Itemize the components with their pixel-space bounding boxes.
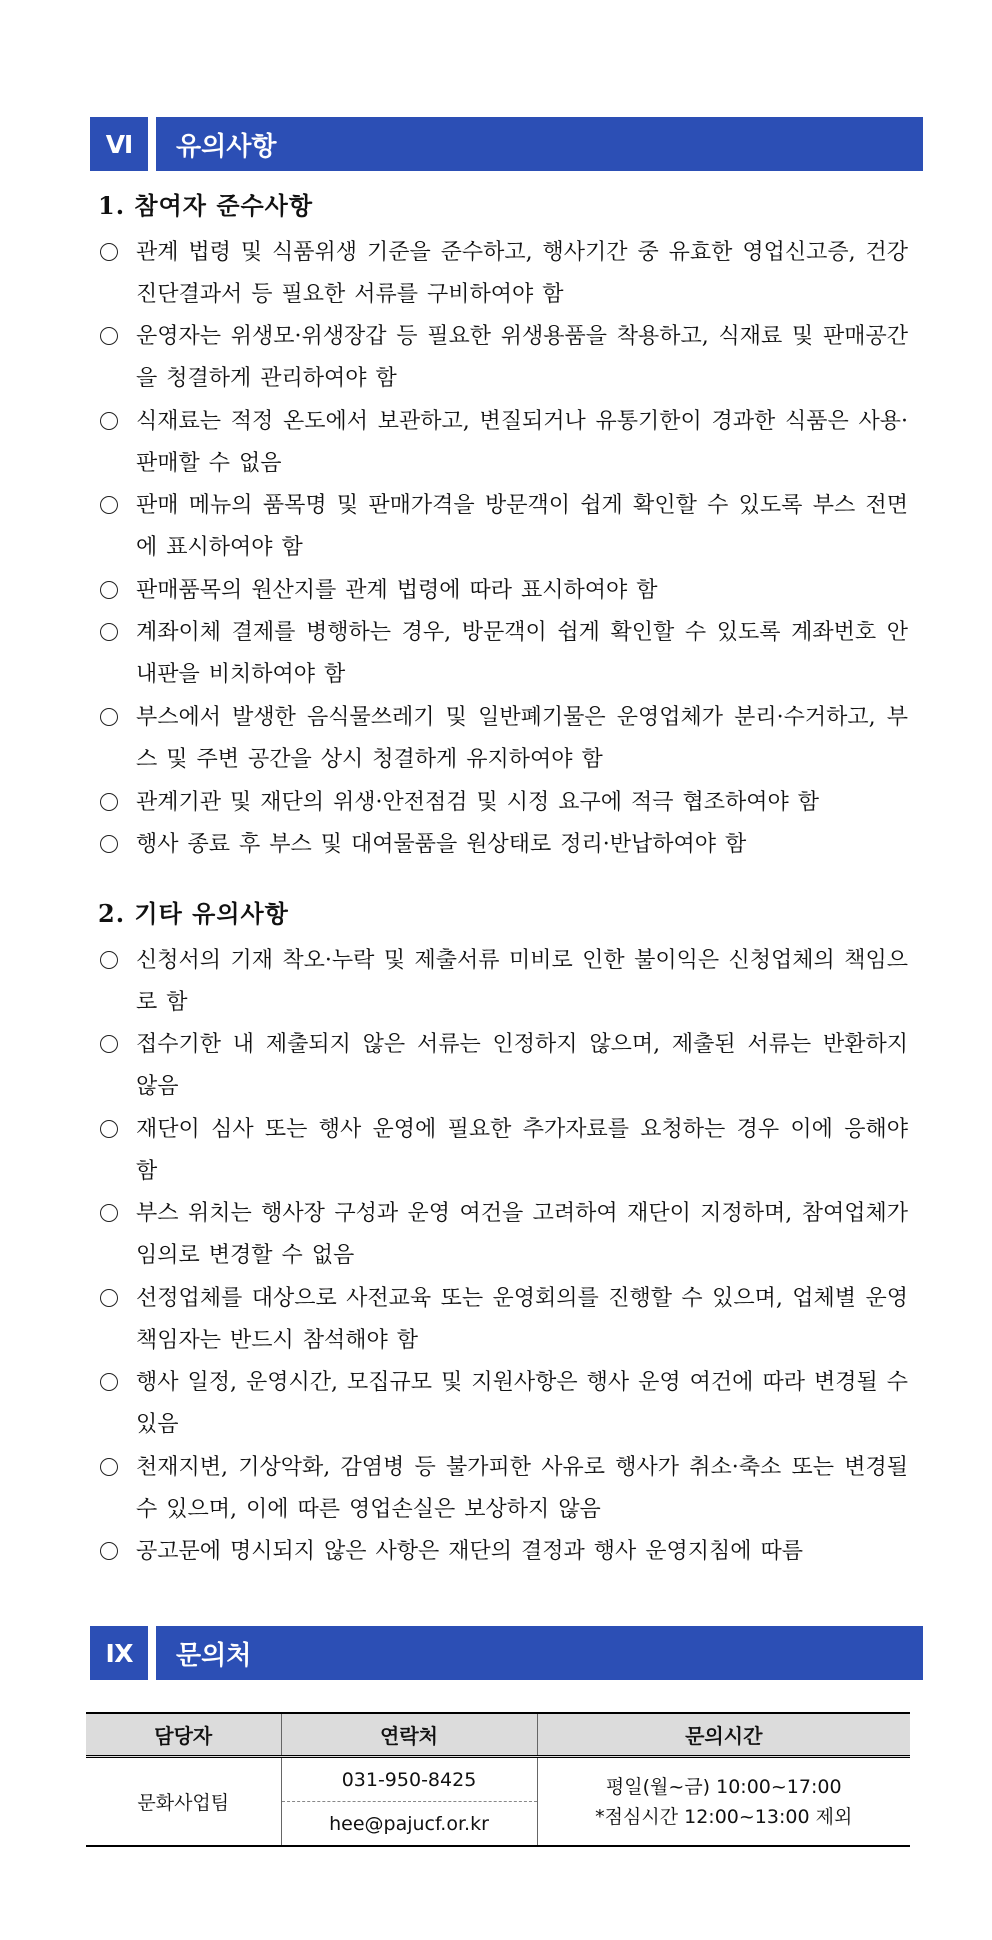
list-item-text: 계좌이체 결제를 병행하는 경우, 방문객이 쉽게 확인할 수 있도록 계좌번호 안내판을 비치하여야 함: [136, 620, 908, 687]
circle-bullet-icon: [100, 623, 118, 641]
circle-bullet-icon: [100, 835, 118, 853]
section-6-header: [90, 117, 923, 171]
list-item: [98, 940, 908, 1024]
list-item: [98, 782, 908, 824]
hours-weekday: 평일(월~금) 10:00~17:00: [605, 1775, 842, 1798]
list-item-text: 판매품목의 원산지를 관계 법령에 따라 표시하여야 함: [136, 578, 658, 603]
circle-bullet-icon: [100, 412, 118, 430]
circle-bullet-icon: [100, 496, 118, 514]
list-item: [98, 1193, 908, 1277]
list-item: [98, 1362, 908, 1446]
list-item: [98, 1109, 908, 1193]
list-item-text: 관계기관 및 재단의 위생·안전점검 및 시정 요구에 적극 협조하여야 함: [136, 790, 819, 815]
list-item-text: 신청서의 기재 착오·누락 및 제출서류 미비로 인한 불이익은 신청업체의 책임으로 함: [136, 948, 908, 1015]
list-item: [98, 485, 908, 569]
circle-bullet-icon: [100, 1204, 118, 1222]
list-item: [98, 612, 908, 696]
section-6-number: Ⅵ: [90, 117, 148, 171]
list-item: [98, 316, 908, 400]
list-item-text: 공고문에 명시되지 않은 사항은 재단의 결정과 행사 운영지침에 따름: [136, 1539, 804, 1564]
circle-bullet-icon: [100, 1289, 118, 1307]
subsection-1-heading: 1. 참여자 준수사항: [98, 191, 314, 220]
list-item-text: 관계 법령 및 식품위생 기준을 준수하고, 행사기간 중 유효한 영업신고증, 건강진단결과서 등 필요한 서류를 구비하여야 함: [136, 240, 908, 307]
list-item-text: 선정업체를 대상으로 사전교육 또는 운영회의를 진행할 수 있으며, 업체별 운영책임자는 반드시 참석해야 함: [136, 1286, 908, 1353]
list-item: [98, 1024, 908, 1108]
section-9-number: Ⅸ: [90, 1626, 148, 1680]
list-item: [98, 232, 908, 316]
circle-bullet-icon: [100, 1458, 118, 1476]
list-item-text: 판매 메뉴의 품목명 및 판매가격을 방문객이 쉽게 확인할 수 있도록 부스 전면에 표시하여야 함: [136, 493, 908, 560]
circle-bullet-icon: [100, 1120, 118, 1138]
circle-bullet-icon: [100, 581, 118, 599]
email-address: hee@pajucf.or.kr: [281, 1802, 537, 1847]
circle-bullet-icon: [100, 708, 118, 726]
circle-bullet-icon: [100, 1035, 118, 1053]
phone-number: 031-950-8425: [281, 1757, 537, 1802]
list-item: [98, 1447, 908, 1531]
hours-lunch-excluded: *점심시간 12:00~13:00 제외: [595, 1805, 853, 1828]
circle-bullet-icon: [100, 1542, 118, 1560]
list-item-text: 운영자는 위생모·위생장갑 등 필요한 위생용품을 착용하고, 식재료 및 판매공간을 청결하게 관리하여야 함: [136, 324, 908, 391]
list-item: [98, 697, 908, 781]
list-item: [98, 570, 908, 612]
header-hours: 문의시간: [537, 1713, 910, 1757]
section-9-title: 문의처: [156, 1626, 923, 1680]
list-item-text: 부스 위치는 행사장 구성과 운영 여건을 고려하여 재단이 지정하며, 참여업체가 임의로 변경할 수 없음: [136, 1201, 908, 1268]
list-item-text: 식재료는 적정 온도에서 보관하고, 변질되거나 유통기한이 경과한 식품은 사용·판매할 수 없음: [136, 409, 908, 476]
list-item-text: 접수기한 내 제출되지 않은 서류는 인정하지 않으며, 제출된 서류는 반환하지 않음: [136, 1032, 908, 1099]
list-item-text: 부스에서 발생한 음식물쓰레기 및 일반폐기물은 운영업체가 분리·수거하고, 부스 및 주변 공간을 상시 청결하게 유지하여야 함: [136, 705, 908, 772]
list-item-text: 천재지변, 기상악화, 감염병 등 불가피한 사유로 행사가 취소·축소 또는 변경될 수 있으며, 이에 따른 영업손실은 보상하지 않음: [136, 1455, 908, 1522]
list-item: [98, 401, 908, 485]
subsection-2-heading: 2. 기타 유의사항: [98, 899, 289, 928]
list-item: [98, 1278, 908, 1362]
table-row: [86, 1757, 910, 1802]
circle-bullet-icon: [100, 793, 118, 811]
circle-bullet-icon: [100, 327, 118, 345]
header-person: 담당자: [86, 1713, 281, 1757]
circle-bullet-icon: [100, 951, 118, 969]
list-item: [98, 1531, 908, 1573]
list-item-text: 행사 일정, 운영시간, 모집규모 및 지원사항은 행사 운영 여건에 따라 변경될 수 있음: [136, 1370, 908, 1437]
list-item-text: 행사 종료 후 부스 및 대여물품을 원상태로 정리·반납하여야 함: [136, 832, 747, 857]
section-6-title: 유의사항: [156, 117, 923, 171]
team-name: 문화사업팀: [86, 1757, 281, 1847]
section-9-header: [90, 1626, 923, 1680]
list-item-text: 재단이 심사 또는 행사 운영에 필요한 추가자료를 요청하는 경우 이에 응해야 함: [136, 1117, 908, 1184]
circle-bullet-icon: [100, 243, 118, 261]
inquiry-hours: [537, 1757, 910, 1847]
circle-bullet-icon: [100, 1373, 118, 1391]
contact-table: [86, 1712, 910, 1847]
contact-table-header: [86, 1713, 910, 1757]
list-item: [98, 824, 908, 866]
header-contact: 연락처: [281, 1713, 537, 1757]
